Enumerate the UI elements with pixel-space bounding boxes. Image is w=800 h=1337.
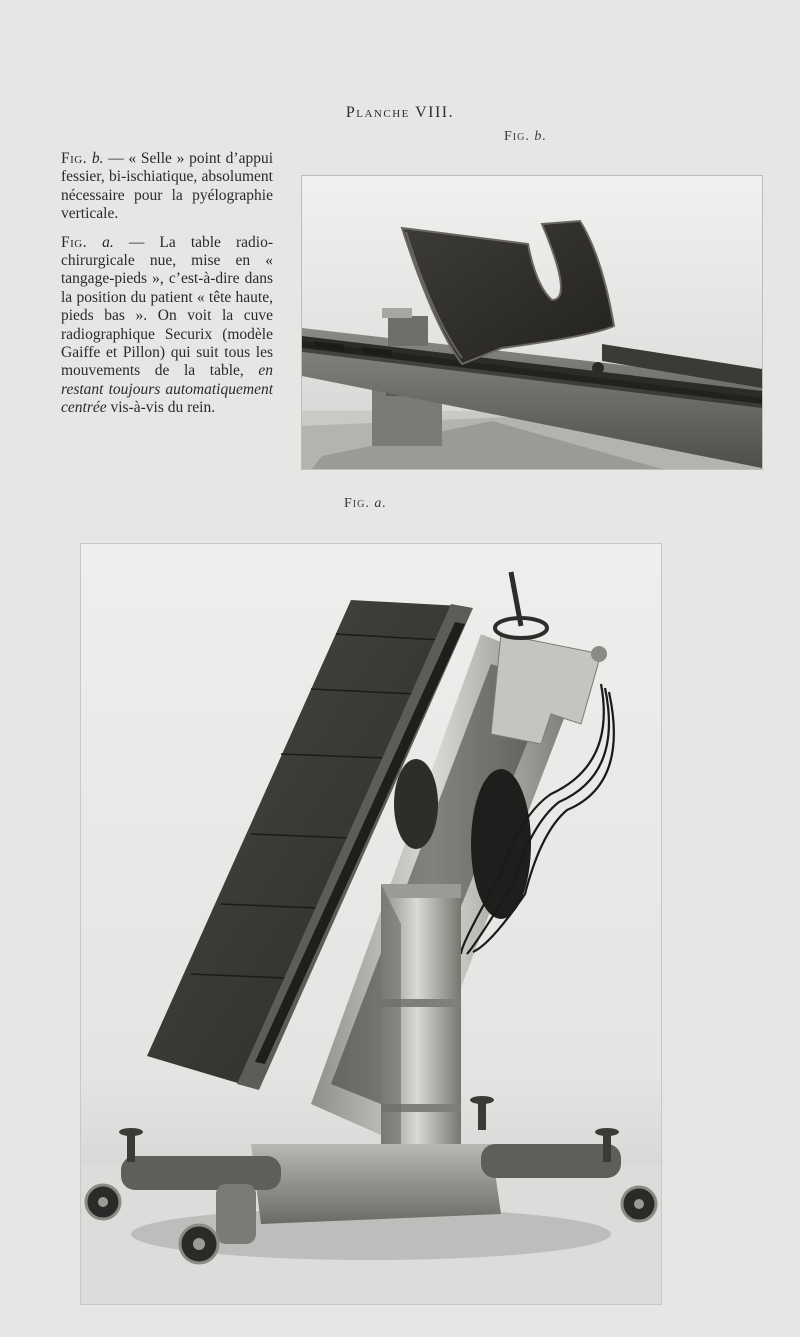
- fig-a-prefix: Fig.: [344, 496, 370, 511]
- caption-fig-a-ref-prefix: Fig.: [61, 233, 88, 251]
- saddle-illustration: [302, 176, 762, 469]
- caption-fig-b-ref-letter: b.: [91, 150, 104, 167]
- table-illustration: [81, 544, 661, 1304]
- radio-surgical-table-photo: [80, 543, 662, 1305]
- caption-fig-a-ref-letter: a.: [102, 233, 114, 251]
- fig-a-letter: a.: [374, 496, 387, 511]
- fig-b-letter: b.: [534, 129, 547, 144]
- fig-a-label: [344, 496, 387, 512]
- caption-fig-a-text-1: — La table radio-chirurgicale nue, mise en « tangage-pieds », c’est-à-dire dans la position du patient « tête haute, pieds bas ». On voit la cuve radiographique Securix (modèle Gaiffe et Pillon) qui suit tous les mouvements de la table,: [61, 233, 274, 380]
- fig-b-label: [504, 129, 547, 145]
- caption-fig-a: [61, 234, 273, 418]
- saddle-support-photo: [301, 175, 763, 470]
- captions-column: [61, 150, 273, 428]
- fig-b-prefix: Fig.: [504, 129, 530, 144]
- plate-title: Planche VIII.: [345, 104, 455, 121]
- caption-fig-a-italic: en restant toujours automatiquement centrée: [61, 362, 273, 417]
- caption-fig-b-text: — « Selle » point d’appui fessier, bi-ischiatique, absolument nécessaire pour la pyélographie verticale.: [61, 150, 274, 223]
- caption-fig-b-ref-prefix: Fig.: [61, 150, 88, 167]
- caption-fig-b: [61, 150, 273, 224]
- caption-fig-a-text-2: vis-à-vis du rein.: [106, 399, 216, 417]
